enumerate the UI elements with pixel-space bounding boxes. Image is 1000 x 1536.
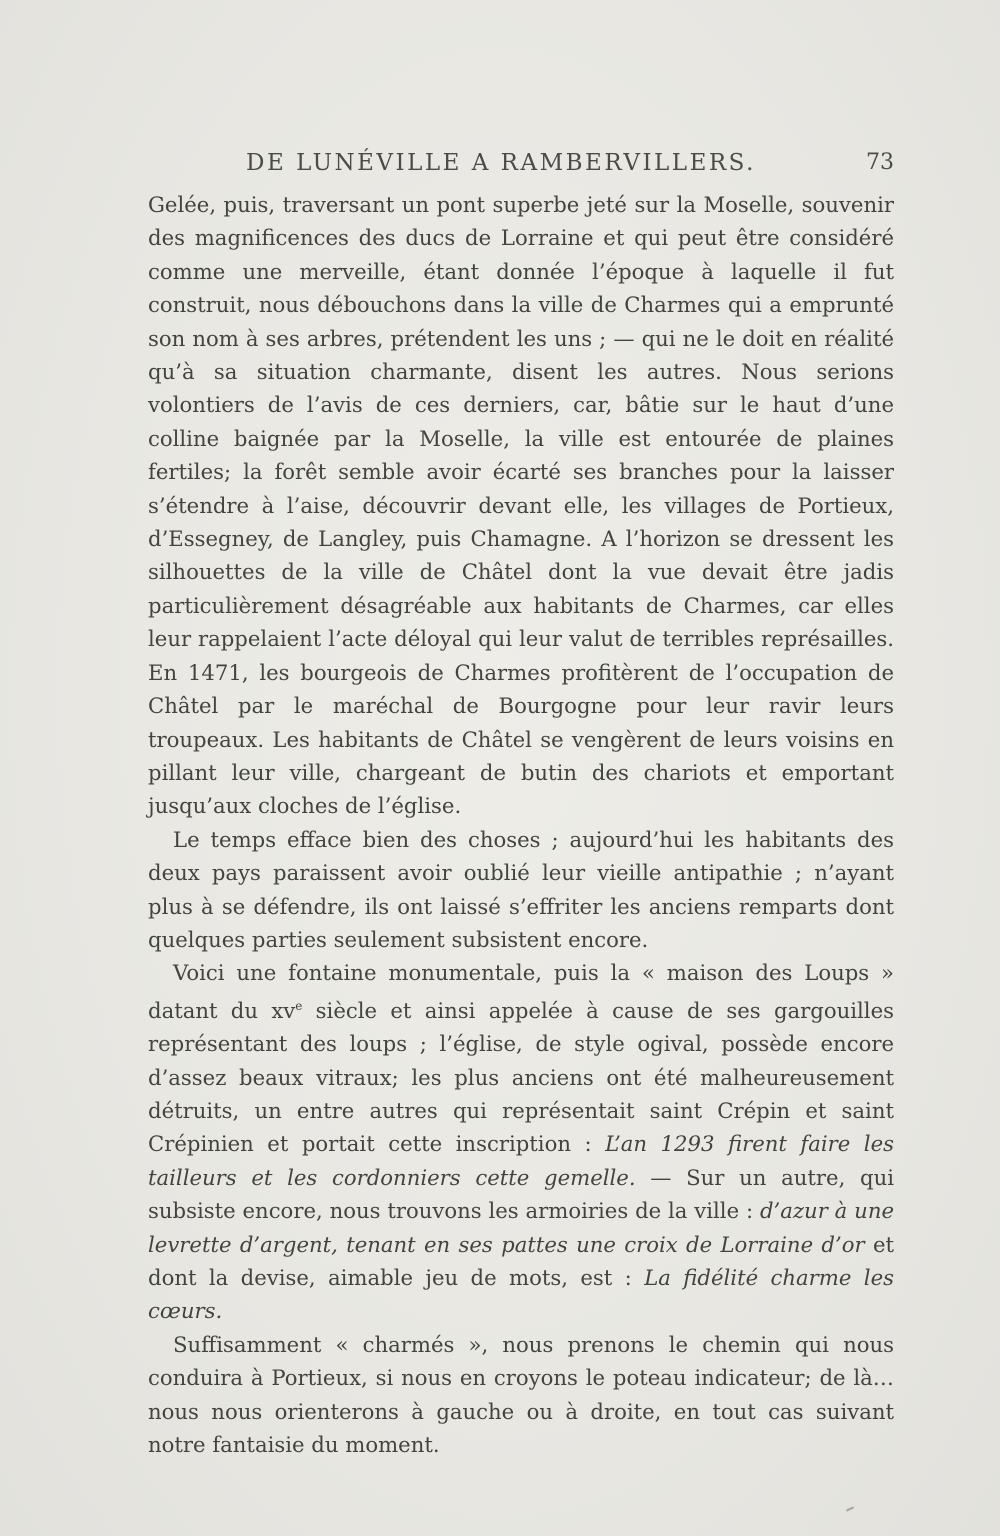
page-number: 73 — [866, 150, 894, 175]
paragraph-4: Suffisamment « charmés », nous prenons le chemin qui nous conduira à Portieux, si nous en croyons le poteau indicateur; de là… nous nous orienterons à gauche ou à droite, en tout cas suivant notre fantaisie du moment. — [148, 1331, 894, 1458]
body-text — [148, 188, 894, 1461]
paragraph-3-text-b: siècle et ainsi appelée à cause de ses gargouilles représentant des loups ; l’église, de style ogival, possède encore d’assez beaux vitraux; les plus anciens ont été malheureusement détruits, un entre autres qui représentait saint Crépin et saint Crépinien et portait cette inscription : — [148, 997, 894, 1157]
running-title: DE LUNÉVILLE A RAMBERVILLERS. — [246, 150, 756, 176]
paragraph-1: Gelée, puis, traversant un pont superbe jeté sur la Moselle, souvenir des magnificences des ducs de Lorraine et qui peut être considéré comme une merveille, étant donnée l’époque à laquelle il fut construit, nous débouchons dans la ville de Charmes qui a emprunté son nom à ses arbres, prétendent les uns ; — qui ne le doit en réalité qu’à sa situation charmante, disent les autres. Nous serions volontiers de l’avis de ces derniers, car, bâtie sur le haut d’une colline baignée par la Moselle, la ville est entourée de plaines fertiles; la forêt semble avoir écarté ses branches pour la laisser s’étendre à l’aise, découvrir devant elle, les villages de Portieux, d’Essegney, de Langley, puis Chamagne. A l’horizon se dressent les silhouettes de la ville de Châtel dont la vue devait être jadis particulièrement désagréable aux habitants de Charmes, car elles leur rappelaient l’acte déloyal qui leur valut de terribles représailles. En 1471, les bourgeois de Charmes profitèrent de l’occupation de Châtel par le maréchal de Bourgogne pour leur ravir leurs troupeaux. Les habitants de Châtel se vengèrent de leurs voisins en pillant leur ville, chargeant de butin des chariots et emportant jusqu’aux cloches de l’église. — [148, 192, 894, 819]
paragraph-3-text-c: — Sur un autre, qui subsiste encore, nous trouvons les armoiries de la ville : — [148, 1164, 894, 1224]
paragraph-3-text-a: Voici une fontaine monumentale, puis la « maison des Loups » datant du xv — [148, 960, 894, 1023]
century-superscript: e — [295, 998, 303, 1013]
paper-speck — [846, 1506, 854, 1511]
paragraph-2: Le temps efface bien des choses ; aujourd’hui les habitants des deux pays paraissent avoir oublié leur vieille antipathie ; n’ayant plus à se défendre, ils ont laissé s’effriter les anciens remparts dont quelques parties seulement subsistent encore. — [148, 826, 894, 952]
window-inscription: L’an 1293 firent faire les tailleurs et les cordonniers cette gemelle. — [148, 1131, 894, 1190]
paragraph-3-text-d: et dont la devise, aimable jeu de mots, est : — [148, 1231, 894, 1290]
town-motto: La fidélité charme les cœurs. — [148, 1265, 894, 1324]
coat-of-arms: d’azur à une levrette d’argent, tenant en ses pattes une croix de Lorraine d’or — [148, 1198, 894, 1257]
paragraph-3 — [148, 956, 894, 1327]
running-head — [148, 146, 894, 182]
